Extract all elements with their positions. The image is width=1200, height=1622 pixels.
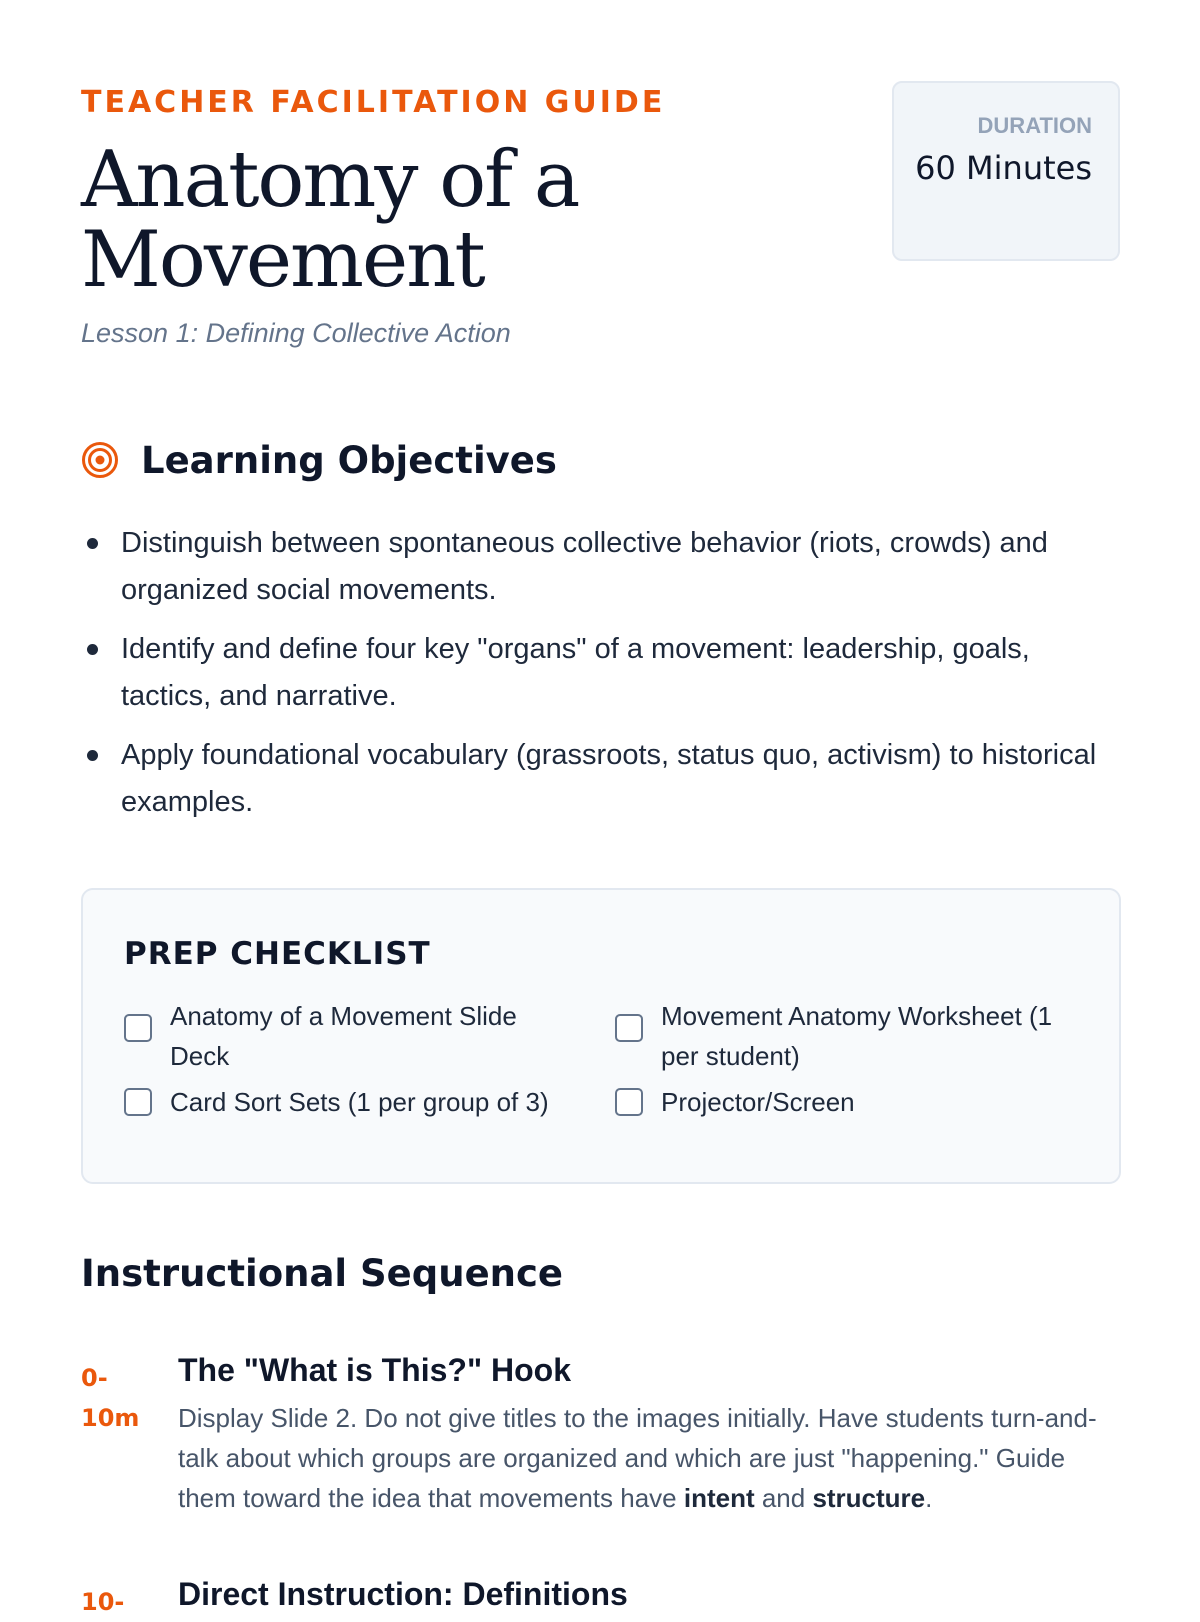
checklist-item-label: Movement Anatomy Worksheet (1 per student) [661,1001,1053,1071]
objective-item [81,732,1121,826]
step-desc-text: and [754,1483,813,1513]
checklist-item-label: Anatomy of a Movement Slide Deck [170,1001,517,1071]
learning-objectives-title: Learning Objectives [141,438,557,482]
guide-header [81,0,1121,380]
objective-text: Apply foundational vocabulary (grassroots, status quo, activism) to historical examples. [121,739,1097,818]
prep-checklist-card [81,888,1121,1184]
prep-checklist-title: PREP CHECKLIST [124,936,431,972]
facilitation-guide-page [81,0,1121,1616]
objective-text: Distinguish between spontaneous collective behavior (riots, crowds) and organized social movements. [121,527,1048,606]
page-title: Anatomy of a Movement [81,135,579,305]
step-title: The "What is This?" Hook [178,1352,572,1388]
objective-item [81,626,1121,720]
checklist-item-label: Card Sort Sets (1 per group of 3) [170,1087,549,1117]
checklist-item-slide-deck[interactable] [124,996,564,1076]
duration-label: DURATION [977,113,1092,138]
bullet-dot [87,538,98,549]
checklist-item-label: Projector/Screen [661,1087,855,1117]
checklist-item-card-sort[interactable] [124,1082,594,1122]
step-body [178,1348,1123,1518]
objectives-list [81,520,1121,838]
learning-objectives-heading [81,430,1121,490]
step-title: Direct Instruction: Definitions [178,1576,628,1612]
step-desc-text: . [925,1483,933,1513]
step-desc-bold: structure [812,1483,926,1513]
step-time: 0-10m [81,1364,140,1432]
bullet-dot [87,644,98,655]
step-description [178,1398,1123,1518]
instructional-sequence-heading: Instructional Sequence [81,1252,564,1295]
learning-objectives-section [81,430,1121,818]
duration-value: 60 Minutes [915,149,1092,187]
step-desc-text: Display Slide 2. Do not give titles to the images initially. Have students turn-and-talk about which groups are organized and which are just "happening." Guide them toward the idea that movements have [178,1403,1097,1513]
lesson-subtitle: Lesson 1: Defining Collective Action [81,318,511,348]
checklist-item-projector[interactable] [615,1082,1085,1122]
objective-item [81,520,1121,614]
checkbox[interactable] [615,1088,643,1116]
step-body [178,1572,1123,1616]
checklist-item-worksheet[interactable] [615,996,1085,1076]
duration-card [892,81,1120,261]
bullet-dot [87,750,98,761]
objective-text: Identify and define four key "organs" of a movement: leadership, goals, tactics, and narrative. [121,633,1030,712]
step-desc-bold: intent [683,1483,755,1513]
checkbox[interactable] [124,1088,152,1116]
step-time: 10- [81,1588,125,1616]
checkbox[interactable] [615,1014,643,1042]
checkbox[interactable] [124,1014,152,1042]
guide-eyebrow: TEACHER FACILITATION GUIDE [81,85,666,120]
target-icon [81,441,119,479]
